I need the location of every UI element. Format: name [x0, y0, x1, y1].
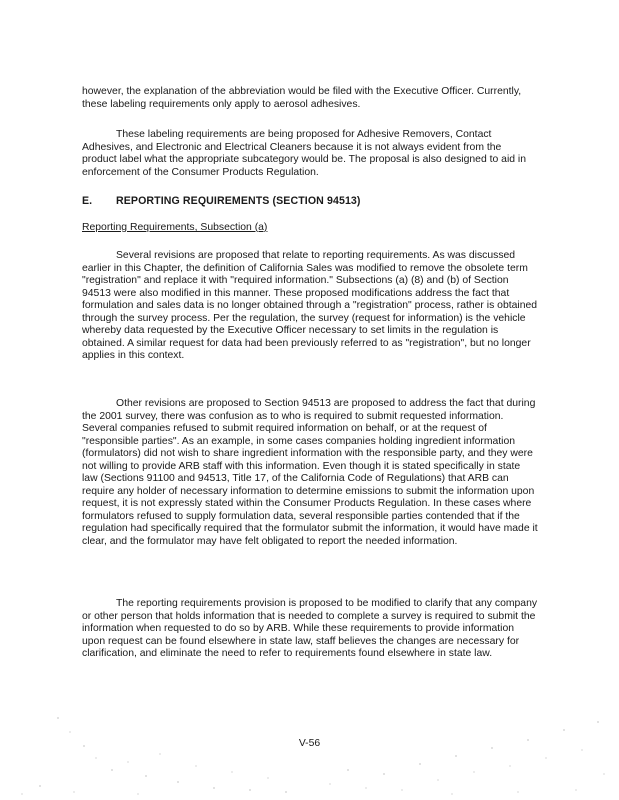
paragraph-labeling-proposal: These labeling requirements are being proposed for Adhesive Removers, Contact Adhesives, and Electronic and Electrical Cleaners because it is not always evident from the product label what the appropriate subcategory would be. The proposal is also designed to aid in enforcement of the Consumer Products Regulation. — [82, 129, 527, 178]
paragraph-clarification: The reporting requirements provision is proposed to be modified to clarify that any company or other person that holds information that is needed to complete a survey is required to submit the information when requested to do so by ARB. While these requirements to provide information upon request can be found elsewhere in state law, staff believes the changes are necessary for clarification, and eliminate the need to refer to requirements found elsewhere in state law. — [82, 598, 538, 660]
paragraph-reporting-revisions: Several revisions are proposed that relate to reporting requirements. As was discussed earlier in this Chapter, the definition of California Sales was modified to remove the obsolete term "registration" and replace it with "required information." Subsections (a) (8) and (b) of Section 94513 were also modified in this manner. These proposed modifications address the fact that formulation and sales data is no longer obtained through a "registration" process, rather is obtained through the survey process. Per the regulation, the survey (request for information) is the vehicle whereby data requested by the Executive Officer necessary to set limits in the regulation is obtained. A similar request for data had been previously referred to as "registration", but no longer applies in this context. — [82, 250, 538, 362]
paragraph-survey-confusion: Other revisions are proposed to Section 94513 are proposed to address the fact that during the 2001 survey, there was confusion as to who is required to submit requested information. Several companies refused to submit required information on behalf, or at the request of "responsible parties". As an example, in some cases companies holding ingredient information (formulators) did not wish to share ingredient information with the responsible party, and they were not willing to provide ARB staff with this information. Even though it is stated specifically in state law (Sections 91100 and 94513, Title 17, of the California Code of Regulations) that ARB can require any holder of necessary information to determine emissions to submit the information upon request, it is not expressly stated within the Consumer Products Regulation. In these cases where formulators refused to supply formulation data, several responsible parties contended that if the regulation had specifically required that the formulator submit the information, it would have made it clear, and the formulator may have felt obligated to report the needed information. — [82, 398, 538, 548]
scan-noise — [0, 700, 619, 800]
section-heading — [82, 195, 361, 207]
paragraph-labeling-explanation: however, the explanation of the abbreviation would be filed with the Executive Officer. Currently, these labeling requirements only apply to aerosol adhesives. — [82, 86, 522, 110]
page-number: V-56 — [298, 738, 321, 749]
section-letter: E. — [82, 195, 93, 207]
section-title: REPORTING REQUIREMENTS (SECTION 94513) — [116, 195, 361, 207]
subsection-heading: Reporting Requirements, Subsection (a) — [82, 222, 268, 233]
